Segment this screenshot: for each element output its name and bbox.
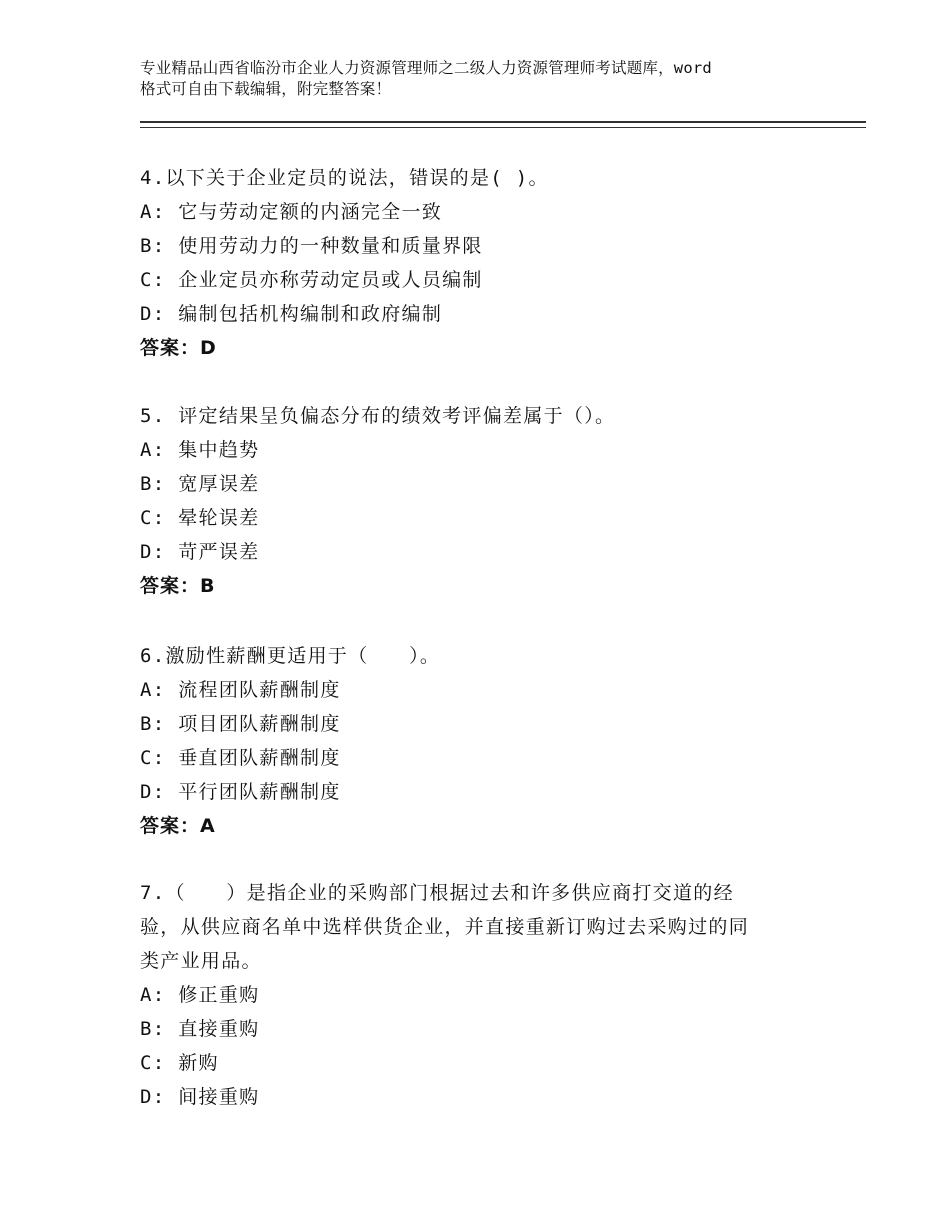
question-stem: 6.激励性薪酬更适用于（ ）。: [140, 645, 441, 667]
question-stem-line-2: 验，从供应商名单中选样供货企业，并直接重新订购过去采购过的同: [140, 916, 750, 938]
option-b: B: 使用劳动力的一种数量和质量界限: [140, 235, 483, 257]
question-7: [140, 876, 820, 1114]
option-a: A: 它与劳动定额的内涵完全一致: [140, 201, 443, 223]
question-stem-line-3: 类产业用品。: [140, 950, 262, 972]
option-d: D: 间接重购: [140, 1086, 260, 1108]
option-c: C: 新购: [140, 1052, 219, 1074]
option-c: C: 垂直团队薪酬制度: [140, 747, 341, 769]
question-4: [140, 161, 820, 365]
option-d: D: 苛严误差: [140, 541, 260, 563]
option-c: C: 晕轮误差: [140, 507, 260, 529]
question-5: [140, 399, 820, 603]
answer: 答案：B: [140, 575, 216, 597]
option-a: A: 集中趋势: [140, 439, 260, 461]
option-a: A: 修正重购: [140, 984, 260, 1006]
question-stem: 4.以下关于企业定员的说法，错误的是( )。: [140, 167, 549, 189]
option-d: D: 平行团队薪酬制度: [140, 781, 341, 803]
question-6: [140, 639, 820, 843]
header-line-1: 专业精品山西省临汾市企业人力资源管理师之二级人力资源管理师考试题库，word: [140, 59, 712, 77]
header-divider: [140, 121, 866, 128]
option-b: B: 直接重购: [140, 1018, 260, 1040]
option-d: D: 编制包括机构编制和政府编制: [140, 303, 443, 325]
option-b: B: 宽厚误差: [140, 473, 260, 495]
header-line-2: 格式可自由下载编辑，附完整答案！: [140, 80, 392, 98]
answer: 答案：A: [140, 815, 216, 837]
question-stem-line-1: 7.（ ）是指企业的采购部门根据过去和许多供应商打交道的经: [140, 882, 734, 904]
option-b: B: 项目团队薪酬制度: [140, 713, 341, 735]
answer: 答案：D: [140, 337, 217, 359]
option-c: C: 企业定员亦称劳动定员或人员编制: [140, 269, 483, 291]
question-stem: 5. 评定结果呈负偏态分布的绩效考评偏差属于（）。: [140, 405, 616, 427]
option-a: A: 流程团队薪酬制度: [140, 679, 341, 701]
document-header: [140, 58, 830, 100]
